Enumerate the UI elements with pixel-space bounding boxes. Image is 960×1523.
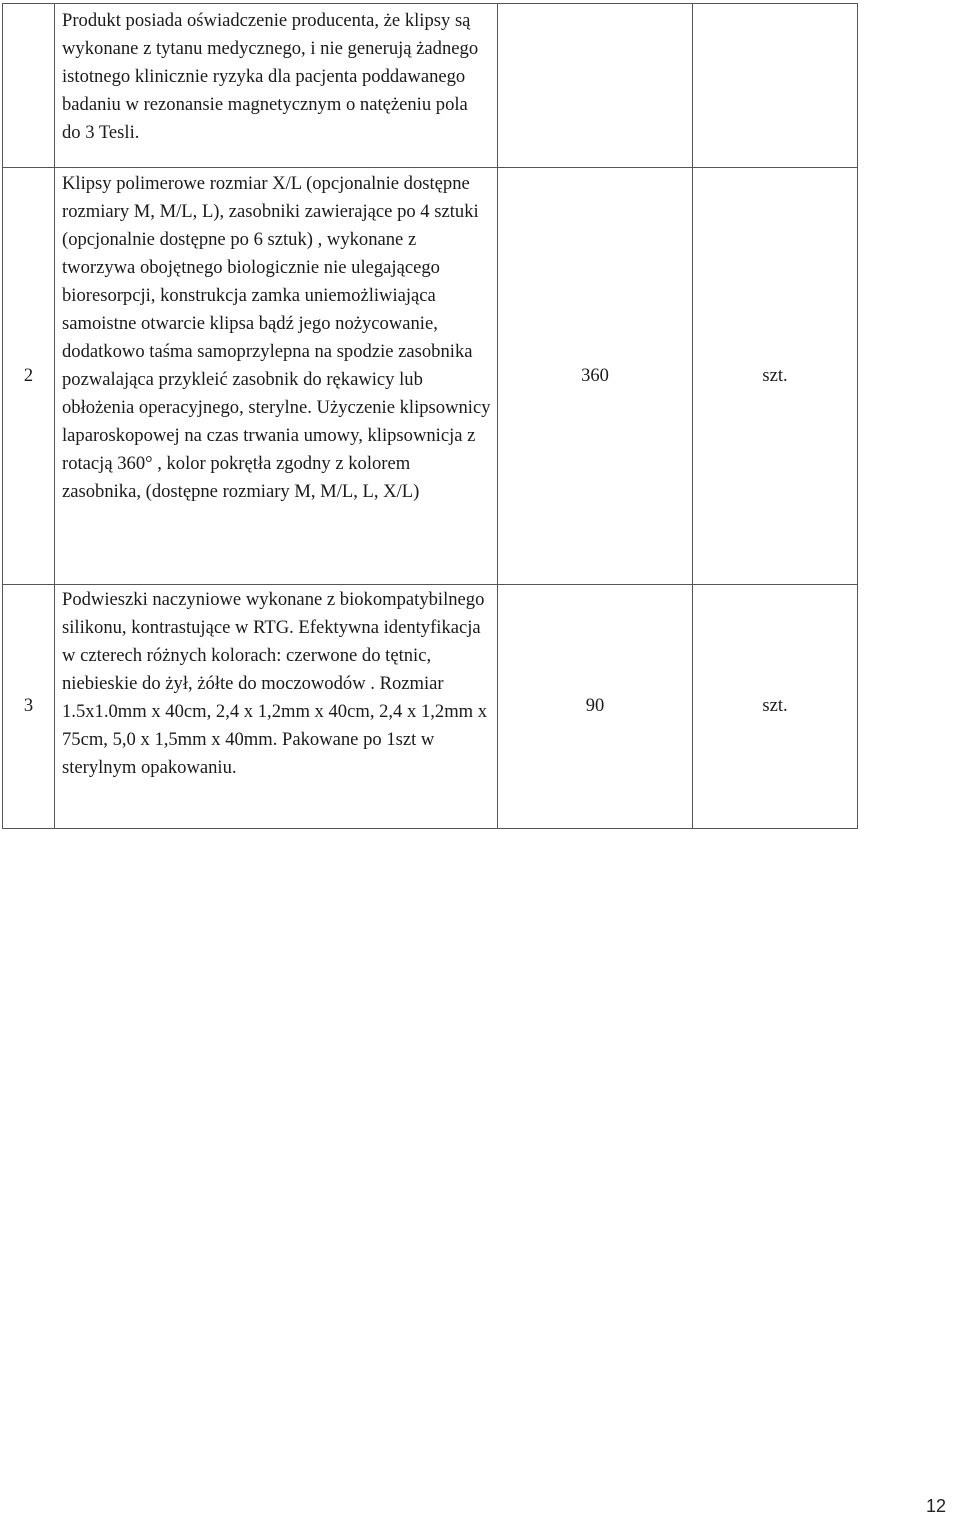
row-number-cell	[3, 4, 55, 168]
table-row	[3, 4, 858, 168]
row-description-cell	[55, 4, 498, 168]
row-description-text: Produkt posiada oświadczenie producenta, że klipsy są wykonane z tytanu medycznego, i nie generują żadnego istotnego klinicznie ryzyka dla pacjenta poddawanego badaniu w rezonansie magnetycznym o natężeniu pola do 3 Tesli.	[62, 10, 479, 143]
row-description-cell	[55, 168, 498, 585]
row-description-text: Podwieszki naczyniowe wykonane z biokompatybilnego silikonu, kontrastujące w RTG. Efektywna identyfikacja w czterech różnych kolorach: czerwone do tętnic, niebieskie do żył, żółte do moczowodów . Rozmiar 1.5x1.0mm x 40cm, 2,4 x 1,2mm x 40cm, 2,4 x 1,2mm x 75cm, 5,0 x 1,5mm x 40mm. Pakowane po 1szt w sterylnym opakowaniu.	[62, 589, 488, 778]
row-number-cell: 2	[3, 168, 55, 585]
row-description-cell	[55, 585, 498, 829]
row-quantity-cell	[498, 4, 693, 168]
page-number: 12	[925, 1496, 946, 1516]
table-row	[3, 585, 858, 829]
row-unit-cell	[693, 4, 858, 168]
row-quantity-cell: 90	[498, 585, 693, 829]
product-specification-table	[2, 3, 858, 829]
row-unit-cell: szt.	[693, 168, 858, 585]
row-unit-cell: szt.	[693, 585, 858, 829]
row-number-cell: 3	[3, 585, 55, 829]
table-row	[3, 168, 858, 585]
row-description-text: Klipsy polimerowe rozmiar X/L (opcjonalnie dostępne rozmiary M, M/L, L), zasobniki zawierające po 4 sztuki (opcjonalnie dostępne po 6 sztuk) , wykonane z tworzywa obojętnego biologicznie nie ulegającego bioresorpcji, konstrukcja zamka uniemożliwiająca samoistne otwarcie klipsa bądź jego nożycowanie, dodatkowo taśma samoprzylepna na spodzie zasobnika pozwalająca przykleić zasobnik do rękawicy lub obłożenia operacyjnego, sterylne. Użyczenie klipsownicy laparoskopowej na czas trwania umowy, klipsownicja z rotacją 360° , kolor pokrętła zgodny z kolorem zasobnika, (dostępne rozmiary M, M/L, L, X/L)	[62, 173, 491, 502]
row-quantity-cell: 360	[498, 168, 693, 585]
